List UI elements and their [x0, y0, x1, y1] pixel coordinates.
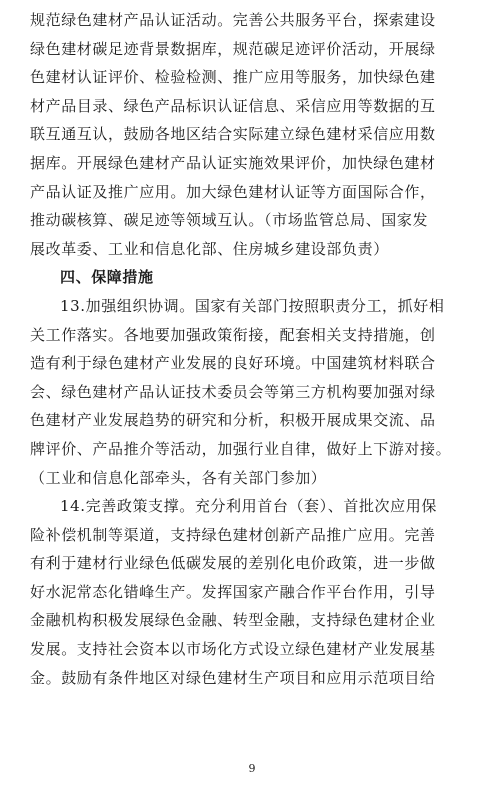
text-line: 材产品目录、绿色产品标识认证信息、采信应用等数据的互 — [30, 96, 436, 115]
text-line: 色建材认证评价、检验检测、推广应用等服务，加快绿色建 — [30, 68, 436, 87]
text-line: 牌评价、产品推介等活动，加强行业自律，做好上下游对接。 — [30, 439, 452, 458]
text-line: 色建材产业发展趋势的研究和分析，积极开展成果交流、品 — [30, 411, 436, 430]
text-line: 推动碳核算、碳足迹等领域互认。（市场监管总局、国家发 — [30, 211, 429, 230]
section-heading: 四、保障措施 — [60, 268, 154, 287]
text-line: 好水泥常态化错峰生产。发挥国家产融合作平台作用，引导 — [30, 582, 436, 601]
text-line: 发展。支持社会资本以市场化方式设立绿色建材产业发展基 — [30, 640, 436, 659]
body-text — [30, 6, 474, 692]
text-line: 13.加强组织协调。国家有关部门按照职责分工，抓好相 — [60, 296, 445, 315]
text-line: 造有利于绿色建材产业发展的良好环境。中国建筑材料联合 — [30, 354, 436, 373]
text-line: 金。鼓励有条件地区对绿色建材生产项目和应用示范项目给 — [30, 668, 436, 687]
text-line: 绿色建材碳足迹背景数据库，规范碳足迹评价活动，开展绿 — [30, 39, 436, 58]
text-line: 产品认证及推广应用。加大绿色建材认证等方面国际合作， — [30, 182, 436, 201]
text-line: 联互通互认，鼓励各地区结合实际建立绿色建材采信应用数 — [30, 125, 436, 144]
text-line: 会、绿色建材产品认证技术委员会等第三方机构要加强对绿 — [30, 382, 436, 401]
page-number: 9 — [248, 762, 256, 775]
text-line: 规范绿色建材产品认证活动。完善公共服务平台，探索建设 — [30, 11, 436, 29]
text-line: 14.完善政策支撑。充分利用首台（套）、首批次应用保 — [60, 497, 437, 516]
text-line: 金融机构积极发展绿色金融、转型金融，支持绿色建材企业 — [30, 611, 436, 630]
text-line: 据库。开展绿色建材产品认证实施效果评价，加快绿色建材 — [30, 153, 436, 172]
text-line: 险补偿机制等渠道，支持绿色建材创新产品推广应用。完善 — [30, 525, 436, 544]
text-line: （工业和信息化部牵头，各有关部门参加） — [30, 468, 327, 487]
text-line: 关工作落实。各地要加强政策衔接，配套相关支持措施，创 — [30, 325, 436, 344]
text-line: 有利于建材行业绿色低碳发展的差别化电价政策，进一步做 — [30, 554, 436, 573]
text-line: 展改革委、工业和信息化部、住房城乡建设部负责） — [30, 239, 389, 258]
